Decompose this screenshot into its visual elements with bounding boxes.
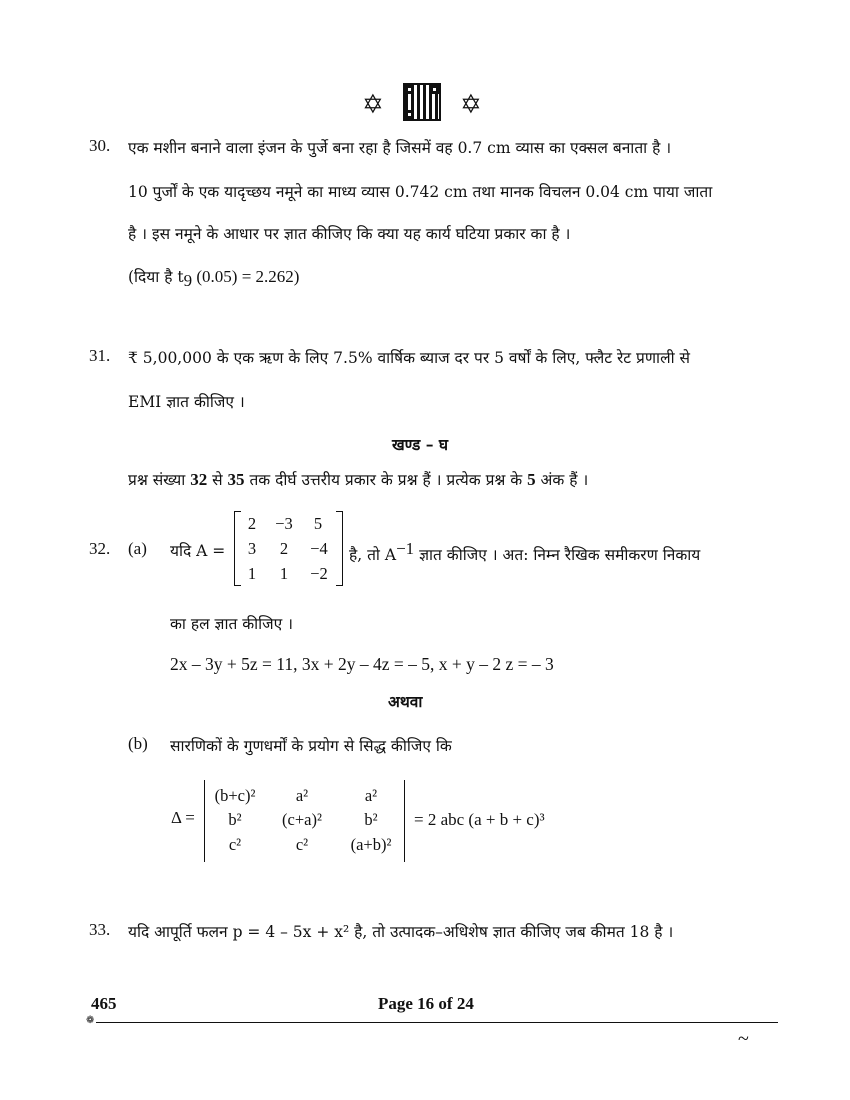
question-30-line-1: एक मशीन बनाने वाला इंजन के पुर्जे बना रहा है जिसमें वह 0.7 cm व्यास का एक्सल बनाता है । — [128, 139, 672, 157]
part-b-text: सारणिकों के गुणधर्मों के प्रयोग से सिद्ध कीजिए कि — [170, 737, 452, 755]
matrix-cell: −4 — [310, 539, 328, 558]
determinant-cell: a² — [295, 786, 309, 805]
footer-tilde: ~ — [738, 1028, 749, 1050]
footer-mark-icon: ❁ — [86, 1015, 95, 1026]
matrix-cell: 5 — [313, 514, 323, 533]
matrix-right-bracket — [336, 511, 343, 586]
suffix-text-1: है, तो A — [349, 546, 397, 565]
determinant-cell: b² — [228, 810, 242, 829]
equations: 2x – 3y + 5z = 11, 3x + 2y – 4z = – 5, x + y – 2 z = – 3 — [170, 654, 554, 674]
question-31-number: 31. — [89, 346, 111, 365]
instr-bold-5: 5 — [527, 470, 536, 489]
determinant-left-bar — [204, 780, 205, 862]
delta-symbol: Δ = — [171, 808, 195, 827]
part-b-label: (b) — [128, 734, 148, 753]
determinant-cell: c² — [295, 835, 309, 854]
given-subscript: 9 — [183, 271, 193, 291]
question-33-number: 33. — [89, 920, 111, 939]
determinant-cell: b² — [364, 810, 378, 829]
determinant-cell: a² — [364, 786, 378, 805]
instr-mid-1: से — [207, 471, 228, 489]
matrix-cell: −3 — [275, 514, 293, 533]
part-a-label: (a) — [128, 539, 147, 558]
matrix-left-bracket — [234, 511, 241, 586]
instr-post: अंक हैं । — [535, 471, 589, 489]
matrix-cell: 1 — [247, 564, 257, 583]
given-post: (0.05) = 2.262) — [192, 267, 300, 286]
page-number: Page 16 of 24 — [378, 994, 474, 1013]
question-30-line-3: है । इस नमूने के आधार पर ज्ञात कीजिए कि क्या यह कार्य घटिया प्रकार का है । — [128, 225, 571, 243]
paper-code: 465 — [91, 994, 117, 1013]
question-32-number: 32. — [89, 539, 111, 558]
determinant-cell: c² — [228, 835, 242, 854]
determinant-cell: (a+b)² — [350, 835, 392, 854]
instr-bold-32: 32 — [190, 470, 208, 489]
matrix-cell: −2 — [310, 564, 328, 583]
matrix-cell: 3 — [247, 539, 257, 558]
question-31-line-1: ₹ 5,00,000 के एक ऋण के लिए 7.5% वार्षिक ब्याज दर पर 5 वर्षों के लिए, फ्लैट रेट प्रणाली से — [128, 349, 690, 367]
qr-code-icon — [403, 83, 441, 121]
suffix-text-2: ज्ञात कीजिए । अत: निम्न रैखिक समीकरण निकाय — [414, 546, 701, 565]
inverse-superscript: −1 — [396, 539, 415, 558]
section-instructions — [128, 468, 588, 490]
instr-mid-2: तक दीर्घ उत्तरीय प्रकार के प्रश्न हैं । प्रत्येक प्रश्न के — [244, 471, 528, 489]
part-a-suffix — [349, 539, 700, 565]
question-30-given — [128, 265, 299, 291]
matrix-cell: 2 — [279, 539, 289, 558]
section-heading: खण्ड – घ — [392, 435, 449, 454]
star-right-icon: ✡ — [460, 90, 482, 120]
determinant-rhs: = 2 abc (a + b + c)³ — [414, 810, 545, 829]
determinant-right-bar — [404, 780, 405, 862]
determinant-cell: (c+a)² — [282, 810, 322, 829]
part-a-prefix: यदि A = — [170, 542, 226, 560]
question-31-line-2: EMI ज्ञात कीजिए । — [128, 393, 245, 411]
instr-bold-35: 35 — [227, 470, 245, 489]
question-30-number: 30. — [89, 136, 111, 155]
question-30-line-2: 10 पुर्जों के एक यादृच्छय नमूने का माध्य व्यास 0.742 cm तथा मानक विचलन 0.04 cm पाया जाता — [128, 183, 713, 201]
or-separator: अथवा — [388, 692, 423, 711]
footer-rule — [96, 1022, 778, 1023]
determinant-cell: (b+c)² — [214, 786, 256, 805]
given-pre: (दिया है t — [128, 268, 184, 286]
part-a-line-2: का हल ज्ञात कीजिए । — [170, 615, 294, 633]
matrix-cell: 2 — [247, 514, 257, 533]
matrix-cell: 1 — [279, 564, 289, 583]
star-left-icon: ✡ — [362, 90, 384, 120]
question-33-text: यदि आपूर्ति फलन p = 4 – 5x + x² है, तो उत्पादक–अधिशेष ज्ञात कीजिए जब कीमत 18 है । — [128, 923, 674, 941]
instr-pre: प्रश्न संख्या — [128, 471, 191, 489]
